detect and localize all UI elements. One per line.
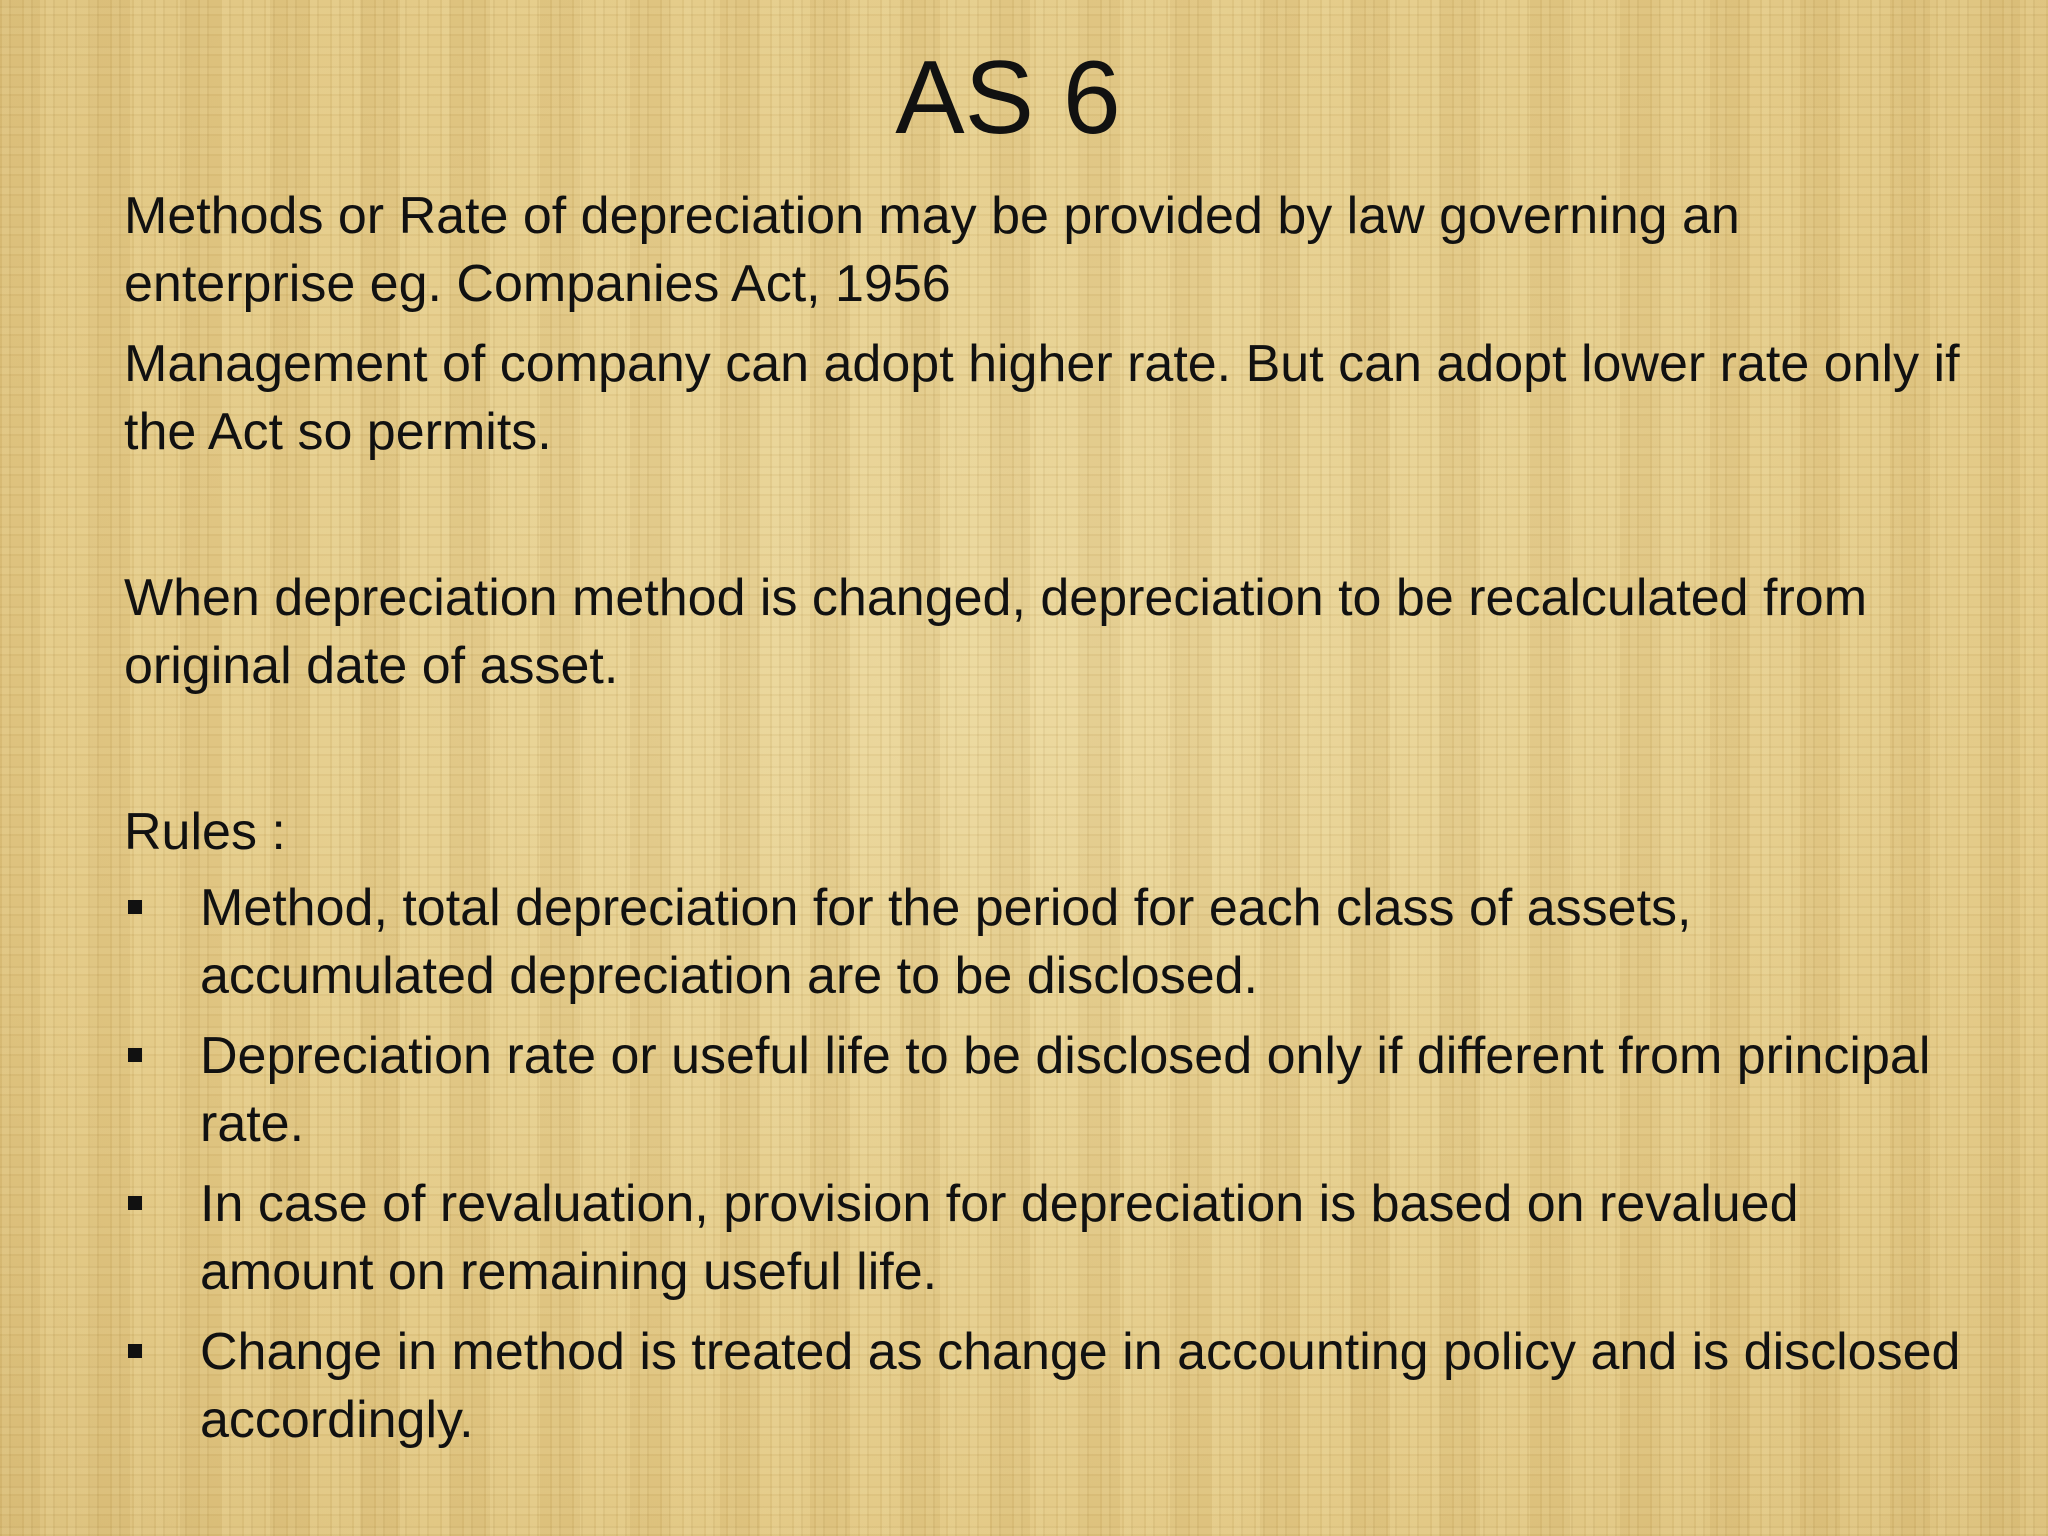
paragraph-law-governing: Methods or Rate of depreciation may be provided by law governing an enterprise eg. Companies Act, 1956 [124, 187, 1740, 313]
square-bullet-icon [128, 1344, 142, 1358]
rule-item [124, 874, 1984, 1010]
rule-text: Change in method is treated as change in accounting policy and is disclosed accordingly. [200, 1323, 1961, 1449]
paragraph-management-rate: Management of company can adopt higher rate. But can adopt lower rate only if the Act so permits. [124, 335, 1960, 461]
rule-item [124, 1170, 1984, 1306]
spacer [124, 478, 1984, 564]
rules-heading: Rules : [124, 803, 286, 861]
square-bullet-icon [128, 1196, 142, 1210]
rule-text: Depreciation rate or useful life to be disclosed only if different from principal rate. [200, 1027, 1931, 1153]
spacer [124, 712, 1984, 798]
square-bullet-icon [128, 900, 142, 914]
rule-text: Method, total depreciation for the period for each class of assets, accumulated depreciation are to be disclosed. [200, 879, 1692, 1005]
slide-title: AS 6 [895, 40, 1121, 156]
rule-text: In case of revaluation, provision for depreciation is based on revalued amount on remaining useful life. [200, 1175, 1799, 1301]
square-bullet-icon [128, 1048, 142, 1062]
paragraph-method-change: When depreciation method is changed, depreciation to be recalculated from original date of asset. [124, 569, 1868, 695]
rule-item [124, 1318, 1984, 1454]
rule-item [124, 1022, 1984, 1158]
rules-list [124, 874, 1984, 1454]
slide-body [124, 182, 1984, 1466]
